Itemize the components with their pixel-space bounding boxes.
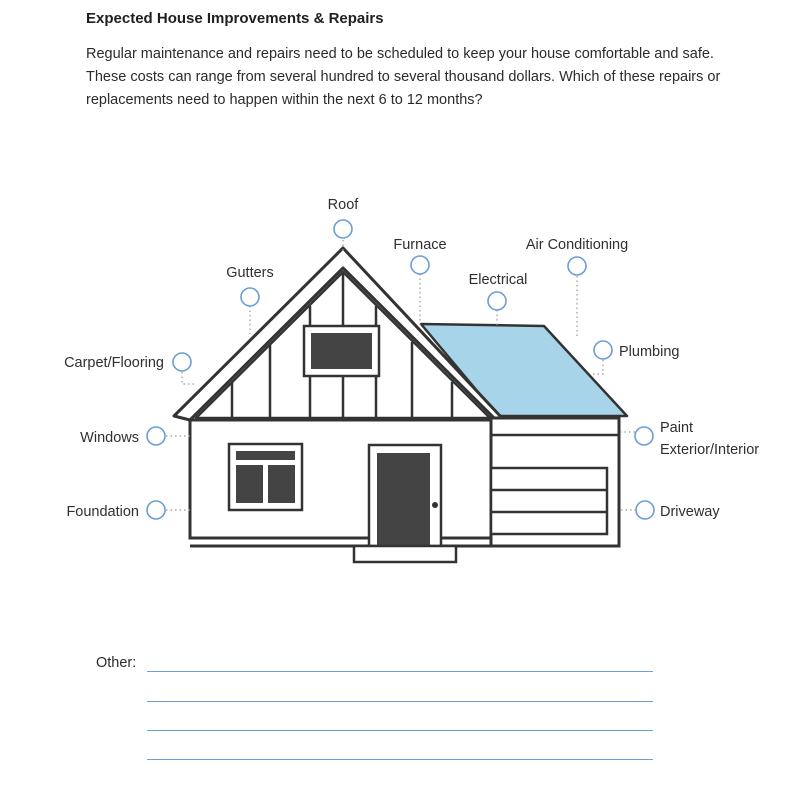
roof-label: Roof: [327, 197, 359, 213]
carpet-flooring-label: Carpet/Flooring: [64, 355, 164, 371]
plumbing-checkbox[interactable]: [594, 341, 612, 359]
foundation-label: Foundation: [66, 504, 139, 520]
air-conditioning-label: Air Conditioning: [525, 237, 629, 253]
other-line-2[interactable]: [147, 701, 653, 702]
electrical-checkbox[interactable]: [488, 292, 506, 310]
front-step: [354, 546, 456, 562]
other-line-4[interactable]: [147, 759, 653, 760]
door-knob: [432, 502, 438, 508]
paint-label-line1: Paint: [660, 420, 694, 436]
gutters-label: Gutters: [226, 265, 274, 281]
carpet-flooring-checkbox[interactable]: [173, 353, 191, 371]
windows-label: Windows: [80, 430, 139, 446]
gutters-checkbox[interactable]: [241, 288, 259, 306]
furnace-label: Furnace: [393, 237, 447, 253]
driveway-checkbox[interactable]: [636, 501, 654, 519]
foundation-checkbox[interactable]: [147, 501, 165, 519]
attic-window-pane: [311, 333, 372, 369]
driveway-label: Driveway: [660, 504, 720, 520]
page-title: Expected House Improvements & Repairs: [86, 10, 384, 27]
front-door: [377, 453, 430, 546]
other-line-3[interactable]: [147, 730, 653, 731]
other-line-1[interactable]: [147, 671, 653, 672]
intro-paragraph: Regular maintenance and repairs need to be scheduled to keep your house comfortable and safe. These costs can range from several hundred to several thousand dollars. Which of these repairs or replacements need to happen within the next 6 to 12 months?: [86, 46, 721, 108]
electrical-label: Electrical: [468, 272, 528, 288]
other-label: Other:: [96, 655, 137, 671]
air-conditioning-checkbox[interactable]: [568, 257, 586, 275]
paint-checkbox[interactable]: [635, 427, 653, 445]
windows-checkbox[interactable]: [147, 427, 165, 445]
garage-door: [491, 468, 607, 534]
plumbing-label: Plumbing: [619, 344, 680, 360]
furnace-checkbox[interactable]: [411, 256, 429, 274]
paint-label-line2: Exterior/Interior: [660, 442, 760, 458]
roof-checkbox[interactable]: [334, 220, 352, 238]
